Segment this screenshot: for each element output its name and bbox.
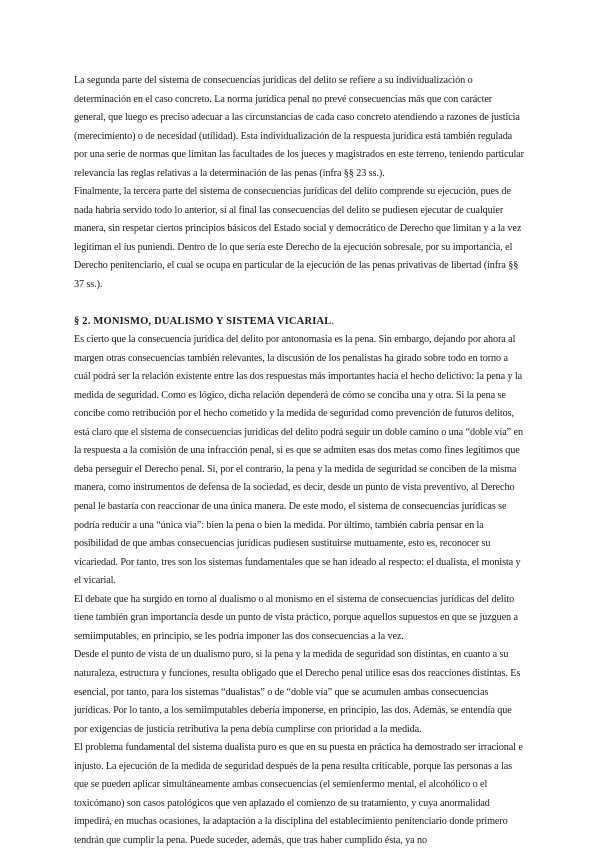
section-heading [74,313,526,332]
paragraph-individualizacion: La segunda parte del sistema de consecuencias jurídicas del delito se refiere a su individualización o determinación en el caso concreto. La norma jurídica penal no prevé consecuencias más que con carácter general, que luego es preciso adecuar a las circunstancias de cada caso concreto atendiendo a razones de justicia (merecimiento) o de necesidad (utilidad). Esta individualización de la respuesta jurídica está también regulada por una serie de normas que limitan las facultades de los jueces y magistrados en este terreno, teniendo particular relevancia las reglas relativas a la determinación de las penas (infra §§ 23 ss.). [74,75,524,179]
section-heading-text: § 2. MONISMO, DUALISMO Y SISTEMA VICARIAL [74,315,332,327]
section-spacer [74,295,526,313]
paragraph-debate: El debate que ha surgido en torno al dualismo o al monismo en el sistema de consecuencias jurídicas del delito tiene también gran importancia desde un punto de vista práctico, porque aquellos supuestos en que se juzguen a semiimputables, en principio, se les podría imponer las dos consecuencias a la vez. [74,593,518,642]
document-page [74,72,526,850]
paragraph-problema-dualista: El problema fundamental del sistema dualista puro es que en su puesta en práctica ha demostrado ser irracional e injusto. La ejecución de la medida de seguridad después de la pena resulta criticable, porque las personas a las que se pueden aplicar simultáneamente ambas consecuencias (el semienfermo mental, el alcohólico o el toxicómano) son casos patológicos que ven aplazado el comienzo de su tratamiento, y cuya anormalidad impedirá, en muchas ocasiones, la adaptación a la disciplina del establecimiento penitenciario donde primero tendrán que cumplir la pena. Puede suceder, además, que tras haber cumplido ésta, ya no [74,742,523,846]
section-heading-dot: . [331,315,335,327]
paragraph-pena-medida: Es cierto que la consecuencia jurídica del delito por antonomasia es la pena. Sin embargo, dejando por ahora al margen otras consecuencias también relevantes, la discusión de los penalistas ha girado sobre todo en torno a cuál podrá ser la relación existente entre las dos respuestas más importantes hacia el hecho delictivo: la pena y la medida de seguridad. Como es lógico, dicha relación dependerá de cómo se conciba una y otra. Si la pena se concibe como retribución por el hecho cometido y la medida de seguridad como prevención de futuros delitos, está claro que el sistema de consecuencias jurídicas del delito podrá seguir un doble camino o una “doble vía” en la respuesta a la comisión de una infracción penal, si es que se admiten esas dos metas como fines legítimos que deba perseguir el Derecho penal. Si, por el contrario, la pena y la medida de seguridad se conciben de la misma manera, como instrumentos de defensa de la sociedad, es decir, desde un punto de vista preventivo, al Derecho penal le bastaría con reaccionar de una única manera. De este modo, el sistema de consecuencias jurídicas se podría reducir a una “única vía”: bien la pena o bien la medida. Por último, también cabría pensar en la posibilidad de que ambas consecuencias jurídicas pudiesen sustituirse mutuamente, esto es, reconocer su vicariedad. Por tanto, tres son los sistemas fundamentales que se han ideado al respecto: el dualista, el monista y el vicarial. [74,334,523,587]
paragraph-dualismo-puro: Desde el punto de vista de un dualismo puro, si la pena y la medida de seguridad son distintas, en cuanto a su naturaleza, estructura y funciones, resulta obligado que el Derecho penal utilice esas dos reacciones distintas. Es esencial, por tanto, para los sistemas “dualistas” o de “doble vía” que se acumulen ambas consecuencias jurídicas. Por lo tanto, a los semiimputables debería imponerse, en principio, las dos. Además, se entendía que por exigencias de justicia retributiva la pena debía cumplirse con prioridad a la medida. [74,649,521,735]
paragraph-ejecucion: Finalmente, la tercera parte del sistema de consecuencias jurídicas del delito comprende su ejecución, pues de nada habría servido todo lo anterior, si al final las consecuencias del delito se pudiesen ejecutar de cualquier manera, sin respetar ciertos principios básicos del Estado social y democrático de Derecho que limitan y a la vez legitiman el ius puniendi. Dentro de lo que sería este Derecho de la ejecución sobresale, por su importancia, el Derecho penitenciario, el cual se ocupa en particular de la ejecución de las penas privativas de libertad (infra §§ 37 ss.). [74,186,522,291]
